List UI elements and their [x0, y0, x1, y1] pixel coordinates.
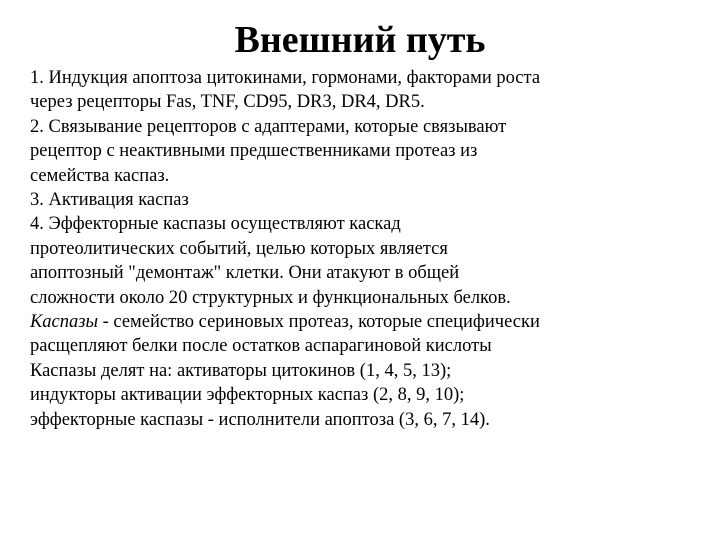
list-item-4-line-1: 4. Эффекторные каспазы осуществляют каскад	[30, 214, 401, 235]
list-item-1	[30, 66, 715, 115]
slide-body	[30, 66, 715, 432]
list-item-2-line-3: семейства каспаз.	[30, 165, 170, 186]
caspase-definition-text: - семейство сериновых протеаз, которые специфически	[98, 312, 540, 333]
caspase-groups-line-1: Каспазы делят на: активаторы цитокинов (1, 4, 5, 13);	[30, 360, 452, 381]
list-item-2-line-2: рецептор с неактивными предшественниками протеаз из	[30, 141, 478, 162]
list-item-4-line-3: апоптозный "демонтаж" клетки. Они атакуют в общей	[30, 263, 460, 284]
list-item-2-line-1: 2. Связывание рецепторов с адаптерами, которые связывают	[30, 116, 507, 137]
list-item-1-line-1: 1. Индукция апоптоза цитокинами, гормонами, факторами роста	[30, 68, 541, 88]
list-item-3-line-1: 3. Активация каспаз	[30, 190, 189, 211]
caspase-groups-line-3: эффекторные каспазы - исполнители апоптоза (3, 6, 7, 14).	[30, 409, 490, 430]
list-item-2	[30, 115, 715, 188]
list-item-4-line-4: сложности около 20 структурных и функциональных белков.	[30, 287, 511, 308]
list-item-1-line-2: через рецепторы Fas, TNF, CD95, DR3, DR4, DR5.	[30, 92, 425, 113]
list-item-4-line-2: протеолитических событий, целью которых является	[30, 238, 448, 259]
caspase-term: Каспазы	[30, 312, 98, 333]
list-item-3	[30, 188, 715, 212]
caspase-definition-line-2: расщепляют белки после остатков аспарагиновой кислоты	[30, 336, 492, 357]
caspase-groups-line-2: индукторы активации эффекторных каспаз (2, 8, 9, 10);	[30, 385, 465, 406]
slide-title: Внешний путь	[234, 19, 486, 61]
list-item-4	[30, 212, 715, 310]
caspase-definition	[30, 310, 715, 359]
caspase-definition-line-1	[30, 310, 715, 334]
caspase-groups	[30, 359, 715, 432]
